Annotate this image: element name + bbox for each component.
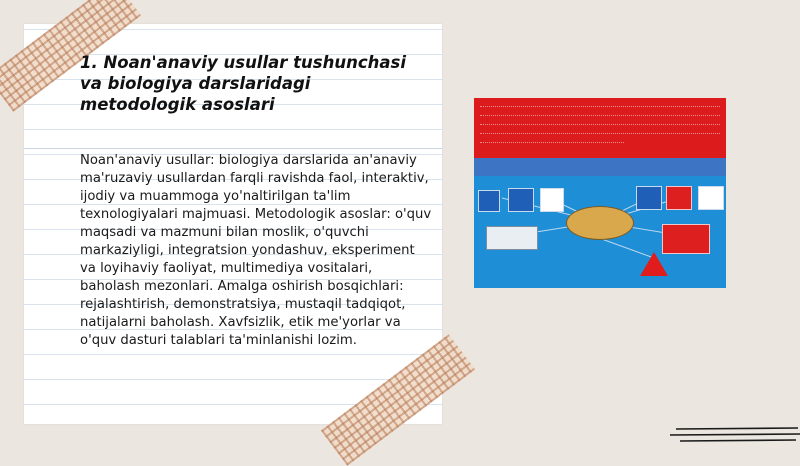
slide-body-text: Noan'anaviy usullar: biologiya darslarida an'anaviy ma'ruzaviy usullardan farqli ravishda faol, interaktiv, ijodiy va muammoga yo'naltirilgan ta'lim texnologiyalari majmuasi. Metodologik asoslar: o'quv maqsadi va mazmuni bilan moslik, o'quvchi markaziyligi, integratsion yondashuv, eksperiment va loyihaviy faoliyat, multimediya vositalari, baholash mezonlari. Amalga oshirish bosqichlari: rejalashtirish, demonstratsiya, mustaqil tadqiqot, natijalarni baholash. Xavfsizlik, etik me'yorlar va o'quv dasturi talablari ta'minlanishi lozim. xyxy=(80,153,432,348)
red-triangle xyxy=(640,252,668,276)
blue-block xyxy=(478,190,500,212)
label-box xyxy=(486,226,538,250)
white-block xyxy=(540,188,564,212)
white-block xyxy=(698,186,724,210)
blue-block xyxy=(508,188,534,212)
slide-title: 1. Noan'anaviy usullar tushunchasi va biologiya darslaridagi metodologik asoslari xyxy=(80,53,406,114)
red-block xyxy=(666,186,692,210)
blue-block xyxy=(636,186,662,210)
title-divider xyxy=(24,148,442,149)
central-oval xyxy=(566,206,634,240)
diagram-image xyxy=(474,98,726,288)
red-block xyxy=(662,224,710,254)
decorative-ink-lines xyxy=(670,420,800,450)
